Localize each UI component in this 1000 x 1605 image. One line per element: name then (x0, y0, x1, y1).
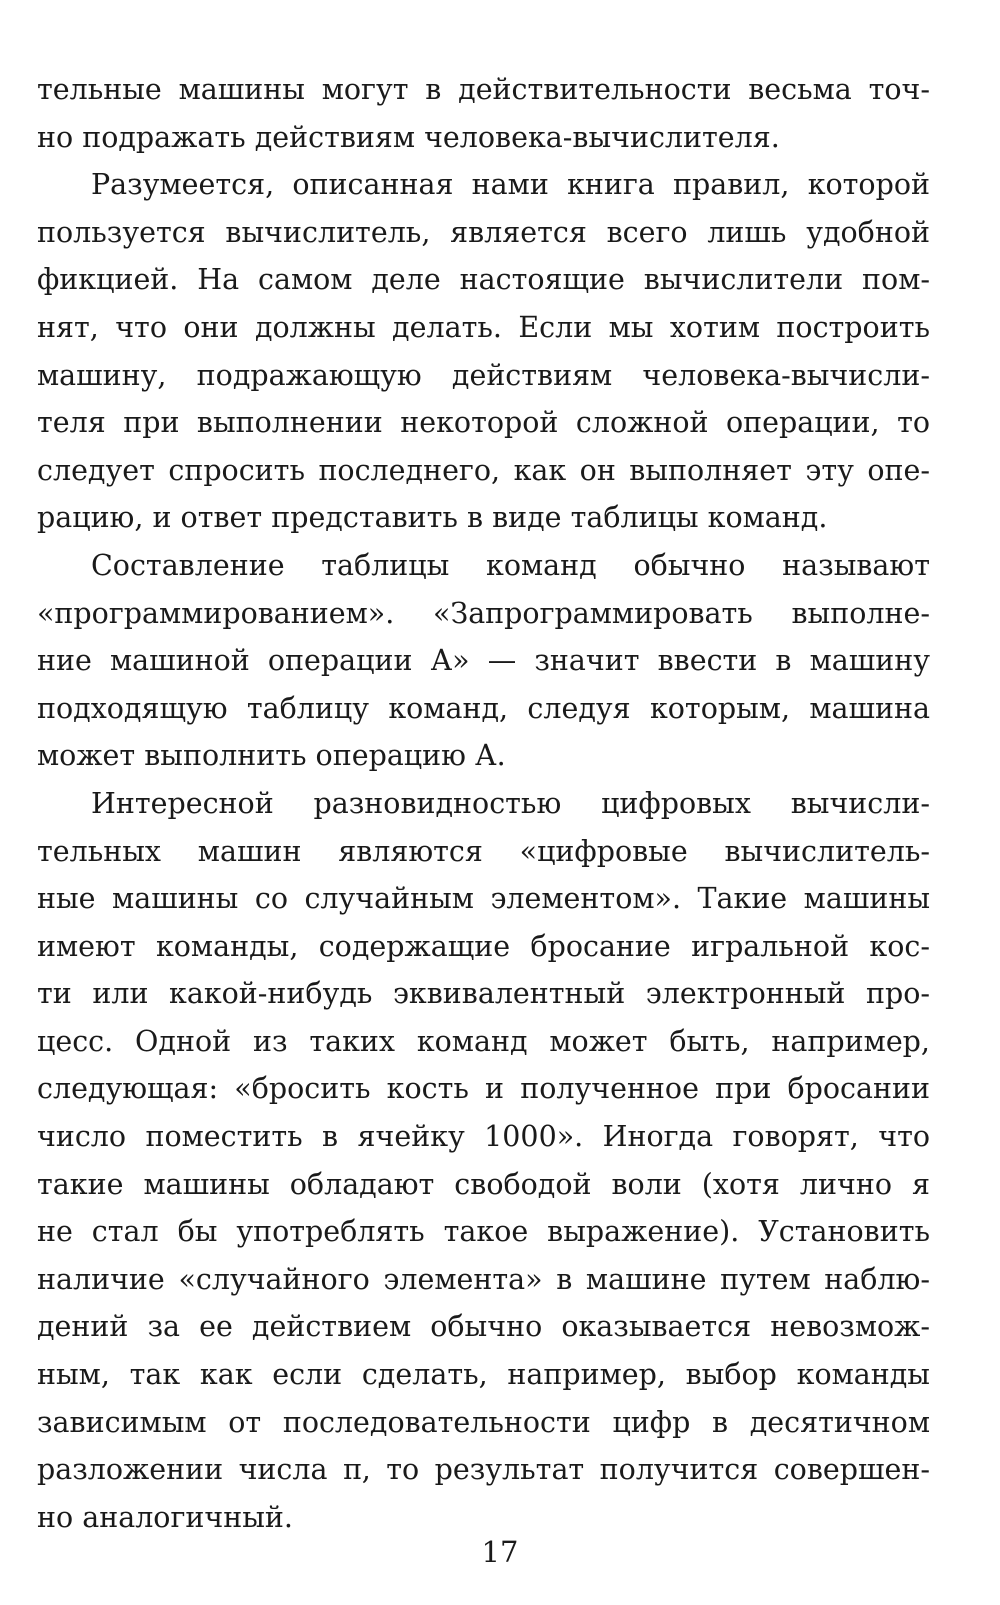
text-line: рацию, и ответ представить в виде таблицы команд. (37, 501, 828, 535)
text-line: число поместить в ячейку 1000». Иногда говорят, что (37, 1120, 930, 1154)
text-line: такие машины обладают свободой воли (хотя лично я (37, 1167, 930, 1201)
paragraph (37, 161, 930, 542)
text-line: имеют команды, содержащие бросание игральной кос- (37, 929, 930, 963)
paragraph (37, 542, 930, 780)
text-line: следующая: «бросить кость и полученное при бросании (37, 1072, 930, 1106)
text-line: ние машиной операции А» — значит ввести в машину (37, 644, 930, 678)
text-line: не стал бы употреблять такое выражение). Установить (37, 1215, 930, 1249)
text-line: следует спросить последнего, как он выполняет эту опе- (37, 453, 930, 487)
text-line: но аналогичный. (37, 1500, 293, 1534)
text-line: машину, подражающую действиям человека-вычисли- (37, 358, 930, 392)
text-line: цесс. Одной из таких команд может быть, например, (37, 1024, 930, 1058)
text-line: пользуется вычислитель, является всего лишь удобной (37, 215, 930, 249)
page-number: 17 (481, 1535, 519, 1569)
text-line: ти или какой-нибудь эквивалентный электронный про- (37, 977, 930, 1011)
text-line: дений за ее действием обычно оказывается невозмож- (37, 1310, 930, 1344)
text-line: ным, так как если сделать, например, выбор команды (37, 1358, 930, 1392)
text-line: может выполнить операцию А. (37, 739, 506, 773)
text-line: «программированием». «Запрограммировать выполне- (37, 596, 930, 630)
text-line: тельные машины могут в действительности весьма точ- (37, 73, 930, 106)
text-line: Интересной разновидностью цифровых вычисли- (91, 786, 930, 820)
paragraph (37, 66, 930, 161)
text-line: подходящую таблицу команд, следуя которым, машина (37, 691, 930, 725)
text-line: наличие «случайного элемента» в машине путем наблю- (37, 1262, 930, 1296)
text-line: фикцией. На самом деле настоящие вычислители пом- (37, 263, 930, 297)
text-line: но подражать действиям человека-вычислителя. (37, 120, 780, 154)
text-line: зависимым от последовательности цифр в десятичном (37, 1405, 930, 1439)
text-line: Составление таблицы команд обычно называют (91, 548, 930, 582)
text-line: разложении числа π, то результат получится совершен- (37, 1453, 930, 1487)
paragraph (37, 780, 930, 1542)
text-line: тельных машин являются «цифровые вычислитель- (37, 834, 930, 868)
body-text (37, 66, 930, 1541)
text-line: Разумеется, описанная нами книга правил, которой (91, 168, 930, 202)
text-line: ные машины со случайным элементом». Такие машины (37, 882, 930, 916)
text-line: теля при выполнении некоторой сложной операции, то (37, 406, 930, 440)
text-line: нят, что они должны делать. Если мы хотим построить (37, 310, 930, 344)
